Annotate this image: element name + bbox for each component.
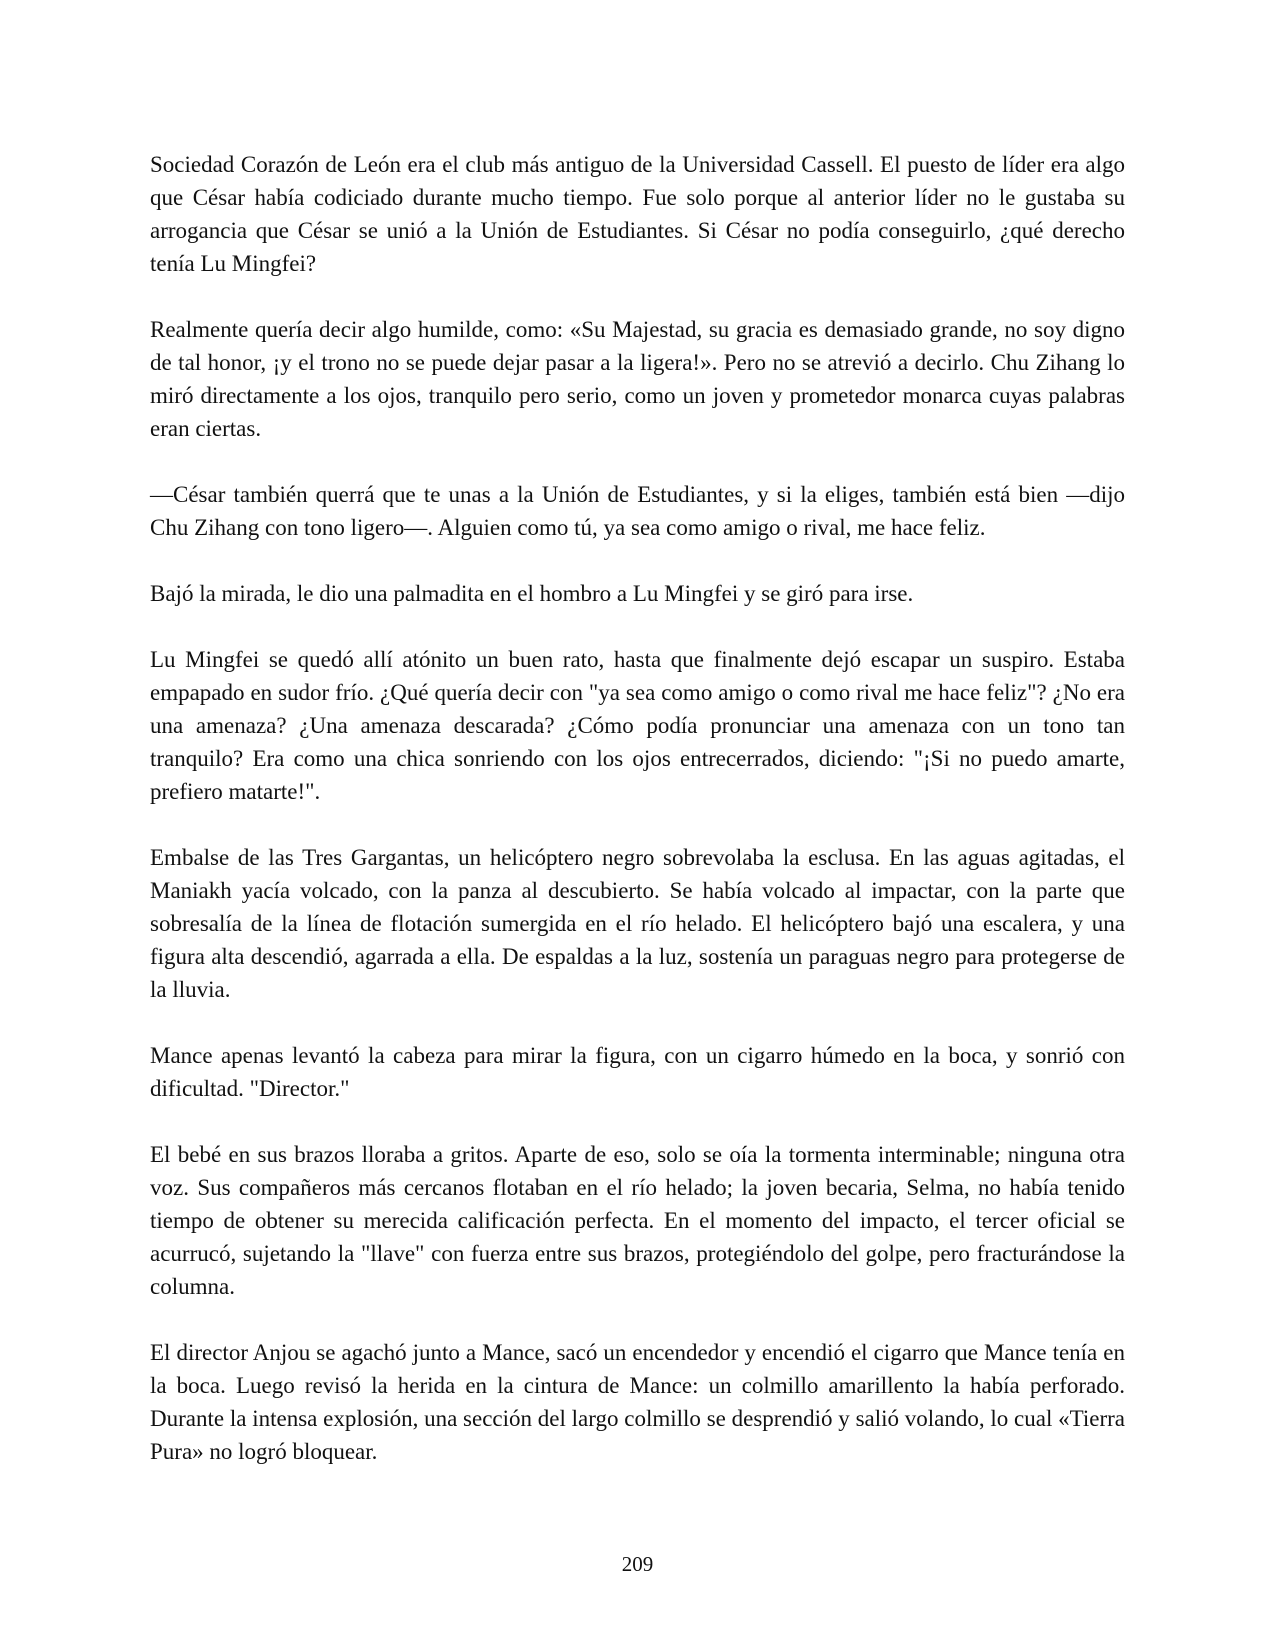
paragraph-9: El director Anjou se agachó junto a Mance, sacó un encendedor y encendió el cigarro que Mance tenía en la boca. Luego revisó la herida en la cintura de Mance: un colmillo amarillento la había perforado. Durante la intensa explosión, una sección del largo colmillo se desprendió y salió volando, lo cual «Tierra Pura» no logró bloquear. bbox=[150, 1340, 1125, 1464]
paragraph-1: Sociedad Corazón de León era el club más antiguo de la Universidad Cassell. El puesto de líder era algo que César había codiciado durante mucho tiempo. Fue solo porque al anterior líder no le gustaba su arrogancia que César se unió a la Unión de Estudiantes. Si César no podía conseguirlo, ¿qué derecho tenía Lu Mingfei? bbox=[150, 152, 1125, 276]
page-number: 209 bbox=[621, 1552, 654, 1576]
paragraph-5: Lu Mingfei se quedó allí atónito un buen rato, hasta que finalmente dejó escapar un suspiro. Estaba empapado en sudor frío. ¿Qué quería decir con "ya sea como amigo o como rival me hace feliz"? ¿No era una amenaza? ¿Una amenaza descarada? ¿Cómo podía pronunciar una amenaza con un tono tan tranquilo? Era como una chica sonriendo con los ojos entrecerrados, diciendo: "¡Si no puedo amarte, prefiero matarte!". bbox=[150, 647, 1125, 804]
paragraph-6: Embalse de las Tres Gargantas, un helicóptero negro sobrevolaba la esclusa. En las aguas agitadas, el Maniakh yacía volcado, con la panza al descubierto. Se había volcado al impactar, con la parte que sobresalía de la línea de flotación sumergida en el río helado. El helicóptero bajó una escalera, y una figura alta descendió, agarrada a ella. De espaldas a la luz, sostenía un paraguas negro para protegerse de la lluvia. bbox=[150, 845, 1125, 1002]
paragraph-7: Mance apenas levantó la cabeza para mirar la figura, con un cigarro húmedo en la boca, y sonrió con dificultad. "Director." bbox=[150, 1043, 1125, 1101]
paragraph-4: Bajó la mirada, le dio una palmadita en el hombro a Lu Mingfei y se giró para irse. bbox=[150, 581, 914, 606]
paragraph-8: El bebé en sus brazos lloraba a gritos. Aparte de eso, solo se oía la tormenta interminable; ninguna otra voz. Sus compañeros más cercanos flotaban en el río helado; la joven becaria, Selma, no había tenido tiempo de obtener su merecida calificación perfecta. En el momento del impacto, el tercer oficial se acurrucó, sujetando la "llave" con fuerza entre sus brazos, protegiéndolo del golpe, pero fracturándose la columna. bbox=[150, 1142, 1125, 1299]
body-text bbox=[150, 148, 1125, 1501]
paragraph-2: Realmente quería decir algo humilde, como: «Su Majestad, su gracia es demasiado grande, no soy digno de tal honor, ¡y el trono no se puede dejar pasar a la ligera!». Pero no se atrevió a decirlo. Chu Zihang lo miró directamente a los ojos, tranquilo pero serio, como un joven y prometedor monarca cuyas palabras eran ciertas. bbox=[150, 317, 1125, 441]
paragraph-3: —César también querrá que te unas a la Unión de Estudiantes, y si la eliges, también está bien —dijo Chu Zihang con tono ligero—. Alguien como tú, ya sea como amigo o rival, me hace feliz. bbox=[150, 482, 1125, 540]
